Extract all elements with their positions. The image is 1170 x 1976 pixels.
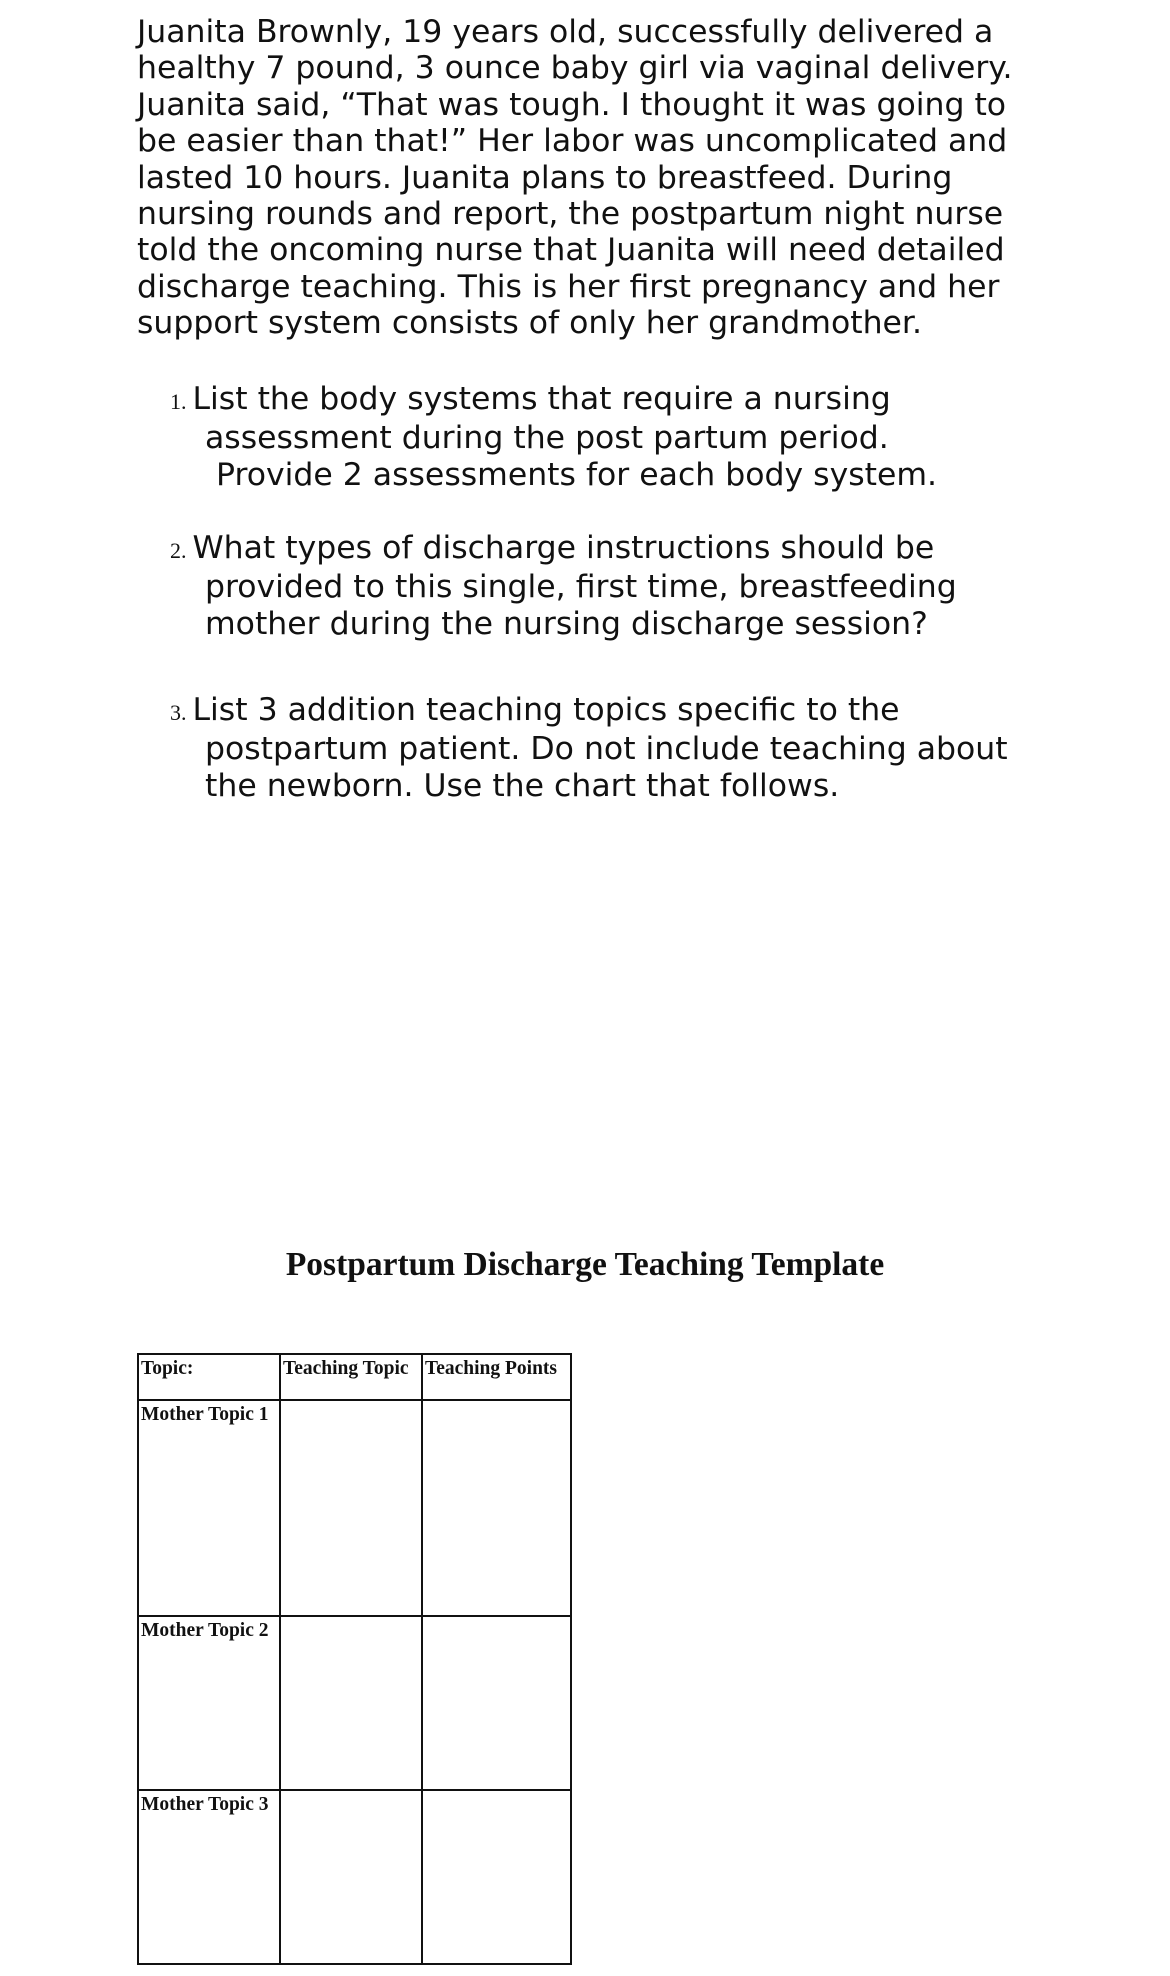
- row-label: Mother Topic 2: [138, 1616, 280, 1790]
- table-row: [138, 1790, 571, 1964]
- question-line: postpartum patient. Do not include teaching about: [205, 731, 1008, 768]
- question-line: List the body systems that require a nursing: [192, 381, 891, 417]
- teaching-points-cell[interactable]: [422, 1400, 571, 1616]
- teaching-points-cell[interactable]: [422, 1616, 571, 1790]
- teaching-topic-cell[interactable]: [280, 1400, 422, 1616]
- row-label: Mother Topic 1: [138, 1400, 280, 1616]
- case-line: told the oncoming nurse that Juanita will need detailed: [137, 232, 1005, 269]
- question-line: mother during the nursing discharge session?: [205, 605, 928, 642]
- template-title: Postpartum Discharge Teaching Template: [285, 1246, 885, 1283]
- table-row: [138, 1400, 571, 1616]
- question-number: 2.: [170, 538, 187, 563]
- question-line: provided to this single, first time, breastfeeding: [205, 569, 957, 606]
- case-line: healthy 7 pound, 3 ounce baby girl via vaginal delivery.: [137, 50, 1013, 87]
- teaching-topic-cell[interactable]: [280, 1790, 422, 1964]
- question-line: Provide 2 assessments for each body system.: [216, 456, 938, 493]
- case-line: discharge teaching. This is her first pregnancy and her: [137, 268, 1000, 305]
- question-line: the newborn. Use the chart that follows.: [205, 767, 840, 804]
- header-topic: Topic:: [138, 1354, 280, 1400]
- teaching-topic-cell[interactable]: [280, 1616, 422, 1790]
- case-line: be easier than that!” Her labor was uncomplicated and: [137, 123, 1008, 160]
- question-number: 1.: [170, 389, 187, 414]
- case-line: nursing rounds and report, the postpartum night nurse: [137, 196, 1004, 233]
- question-line: assessment during the post partum period.: [205, 420, 889, 457]
- question-3: [170, 692, 1030, 804]
- question-line: List 3 addition teaching topics specific to the: [192, 692, 900, 728]
- row-label: Mother Topic 3: [138, 1790, 280, 1964]
- question-line: What types of discharge instructions should be: [192, 530, 935, 566]
- case-scenario: [137, 14, 1037, 342]
- question-1: [170, 381, 1030, 493]
- header-teaching-points: Teaching Points: [422, 1354, 571, 1400]
- discharge-teaching-table: [137, 1353, 572, 1965]
- case-line: lasted 10 hours. Juanita plans to breastfeed. During: [137, 159, 953, 196]
- table-row: [138, 1616, 571, 1790]
- question-number: 3.: [170, 700, 187, 725]
- case-line: Juanita Brownly, 19 years old, successfully delivered a: [137, 14, 994, 50]
- header-teaching-topic: Teaching Topic: [280, 1354, 422, 1400]
- teaching-points-cell[interactable]: [422, 1790, 571, 1964]
- case-line: support system consists of only her grandmother.: [137, 305, 923, 342]
- case-line: Juanita said, “That was tough. I thought it was going to: [137, 86, 1007, 123]
- question-2: [170, 530, 1030, 642]
- table-header-row: [138, 1354, 571, 1400]
